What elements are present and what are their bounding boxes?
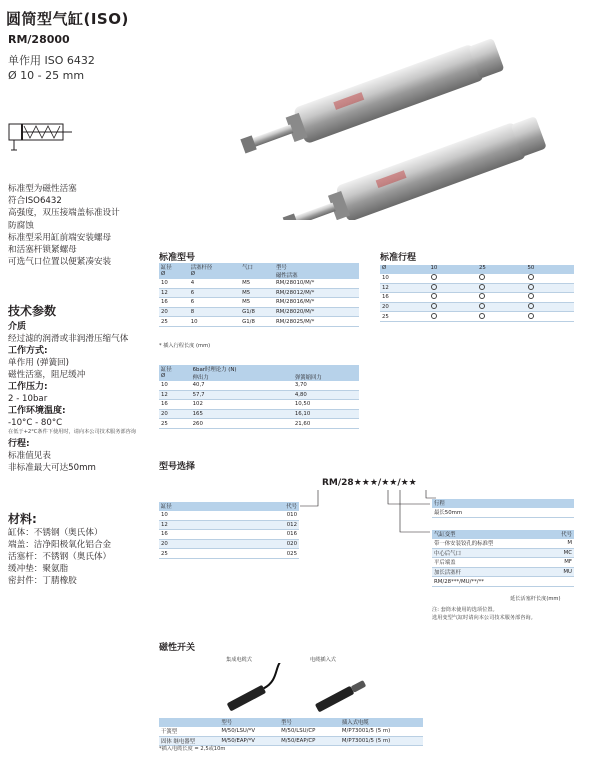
- available-icon: [431, 284, 437, 290]
- table-row: 20 8 G1/8 RM/28020/M/*: [159, 307, 359, 317]
- material-item: 缓冲垫：聚氨脂: [8, 564, 69, 574]
- table-header: 缸径 Ø: [159, 263, 189, 279]
- feature-item: 符合ISO6432: [8, 196, 62, 207]
- table-row: 16: [380, 293, 574, 303]
- temp-value: -10°C - 80°C: [8, 418, 63, 428]
- stroke-code-table: [432, 499, 574, 518]
- cylinder-symbol-icon: [8, 118, 74, 154]
- available-icon: [479, 293, 485, 299]
- material-item: 活塞杆：不锈钢（奥氏体）: [8, 552, 112, 562]
- table-row: 20 020: [161, 541, 297, 548]
- table-row: 加长活塞杆 MU: [434, 569, 572, 577]
- table-header: 型号: [219, 718, 279, 727]
- std-models-note: * 插入行程长度 (mm): [159, 343, 211, 349]
- switches-heading: 磁性开关: [159, 643, 196, 653]
- medium-value: 经过滤的润滑或非润滑压缩气体: [8, 334, 129, 344]
- table-row: 10 40,7 3,70: [159, 381, 359, 390]
- available-icon: [431, 303, 437, 309]
- force-table: [159, 365, 359, 429]
- selection-connector-lines: [290, 488, 450, 608]
- stroke-value: 非标准最大可达50mm: [8, 463, 96, 473]
- cylinder-photo: [225, 20, 555, 220]
- table-row: 12 57,7 4,80: [159, 390, 359, 400]
- switch-photo: [205, 663, 405, 717]
- switch-image-label: 电缆插入式: [310, 657, 336, 663]
- page-title: 圆筒型气缸(ISO): [6, 10, 129, 28]
- table-header: 10: [429, 265, 478, 274]
- feature-item: 标准型为磁性活塞: [8, 184, 77, 194]
- table-row: 干簧型 M/50/LSU/*V M/50/LSU/CP M/P73001/5 (5 m): [159, 727, 423, 736]
- model-code: RM/28000: [8, 33, 70, 46]
- available-icon: [528, 313, 534, 319]
- mode-value: 单作用 (弹簧回): [8, 358, 69, 368]
- feature-item: 可选气口位置以便紧凑安装: [8, 257, 112, 268]
- pressure-value: 2 - 10bar: [8, 394, 48, 404]
- available-icon: [528, 284, 534, 290]
- table-header: 代号: [547, 530, 574, 539]
- material-item: 密封件：丁腈橡胶: [8, 576, 77, 586]
- available-icon: [479, 313, 485, 319]
- table-row: 20 165 16,10: [159, 409, 359, 419]
- table-row: 16 102 10,50: [159, 400, 359, 410]
- materials-list: [8, 527, 111, 587]
- temp-note: 在低于+2°C条件下使用时，请向本公司技术服务部咨询: [8, 429, 136, 435]
- feature-item: 标准型采用缸前端安装螺母: [8, 232, 112, 243]
- table-header: 型号: [279, 718, 340, 727]
- table-row: 25 260 21,60: [159, 419, 359, 429]
- table-row: 25: [380, 312, 574, 322]
- table-row: 25 025: [161, 550, 297, 557]
- table-header: 气口: [240, 263, 274, 279]
- pressure-label: 工作压力:: [8, 382, 48, 392]
- available-icon: [479, 284, 485, 290]
- table-row: 固体 继电器型 M/50/EAP/*V M/50/EAP/CP M/P73001/5 (5 m): [159, 736, 423, 746]
- material-item: 端盖：洁净阳极氧化铝合金: [8, 540, 112, 550]
- stroke-label: 行程:: [8, 439, 30, 449]
- switches-note: *插入电缆长度 = 2,5或10m: [159, 746, 226, 752]
- table-header: 缸径 Ø: [159, 365, 191, 381]
- table-row: 12 012: [161, 521, 297, 528]
- table-row: 平后端盖 MF: [434, 559, 572, 567]
- materials-heading: 材料:: [8, 512, 37, 526]
- table-header: 50: [526, 265, 575, 274]
- bore-code-table: [159, 502, 299, 559]
- std-strokes-heading: 标准行程: [380, 253, 417, 263]
- temp-label: 工作环境温度:: [8, 406, 66, 416]
- available-icon: [431, 313, 437, 319]
- table-row: 12: [380, 283, 574, 293]
- feature-item: 和活塞杆锁紧螺母: [8, 245, 77, 256]
- available-icon: [479, 274, 485, 280]
- std-models-table: [159, 263, 359, 327]
- table-header: 活塞杆径 Ø: [189, 263, 240, 279]
- feature-item: 防腐蚀: [8, 220, 34, 231]
- table-row: 16 016: [161, 531, 297, 538]
- features-list: [8, 183, 120, 268]
- table-row: 16 6 M5 RM/28016/M/*: [159, 298, 359, 308]
- tech-specs: [8, 321, 158, 474]
- switch-image-label: 集成电缆式: [226, 657, 252, 663]
- table-row: 10: [380, 274, 574, 283]
- model-select-footnote: 注: 套筒未使用的选项位置。: [432, 607, 498, 613]
- table-header: 弹簧缩回力: [293, 365, 359, 381]
- switches-table: [159, 718, 423, 746]
- table-row: 最长50mm: [432, 508, 574, 517]
- table-header: Ø: [380, 265, 429, 274]
- available-icon: [528, 293, 534, 299]
- stroke-value: 标准值见表: [8, 451, 51, 461]
- table-header: [159, 718, 219, 727]
- table-header: 气缸变型: [432, 530, 547, 539]
- material-item: 缸体：不锈钢（奥氏体）: [8, 528, 103, 538]
- model-select-heading: 型号选择: [159, 462, 196, 472]
- model-code-pattern: RM/28★★★/★★/★★: [322, 478, 417, 488]
- variant-code-table: [432, 530, 574, 587]
- table-row: 带一体安装铰孔的标准型 M: [434, 540, 572, 548]
- table-header: 代号: [229, 502, 299, 511]
- available-icon: [431, 293, 437, 299]
- model-select-footnote: 选用变型气缸时请向本公司技术服务部咨询。: [432, 615, 536, 621]
- available-icon: [431, 274, 437, 280]
- medium-label: 介质: [8, 322, 27, 332]
- table-row: RM/28***/MU/**/**: [432, 577, 574, 587]
- feature-item: 高强度，双压接端盖标准设计: [8, 208, 120, 219]
- table-header: 行程: [432, 499, 574, 508]
- table-header: 缸径: [159, 502, 229, 511]
- available-icon: [479, 303, 485, 309]
- table-row: 12 6 M5 RM/28012/M/*: [159, 288, 359, 298]
- table-row: 中心后气口 MC: [434, 549, 572, 557]
- table-row: 20: [380, 302, 574, 312]
- table-header: 插入式电缆: [340, 718, 423, 727]
- action-line: 单作用 ISO 6432: [8, 54, 95, 67]
- bore-range: Ø 10 - 25 mm: [8, 69, 85, 82]
- table-header: 型号 磁性活塞: [274, 263, 359, 279]
- table-row: 10 4 M5 RM/28010/M/*: [159, 279, 359, 288]
- mode-label: 工作方式:: [8, 346, 48, 356]
- tech-heading: 技术参数: [8, 304, 57, 318]
- mode-value: 磁性活塞，阻尼缓冲: [8, 370, 86, 380]
- std-models-heading: 标准型号: [159, 253, 196, 263]
- table-row: 25 10 G1/8 RM/28025/M/*: [159, 317, 359, 327]
- std-strokes-table: [380, 265, 574, 322]
- table-header: 6bar时理论力 (N) 伸出力: [191, 365, 293, 381]
- available-icon: [528, 303, 534, 309]
- table-header: 25: [477, 265, 526, 274]
- table-row: 10 010: [161, 512, 297, 519]
- variant-extra-note: 延长活塞杆长度(mm): [510, 596, 561, 602]
- available-icon: [528, 274, 534, 280]
